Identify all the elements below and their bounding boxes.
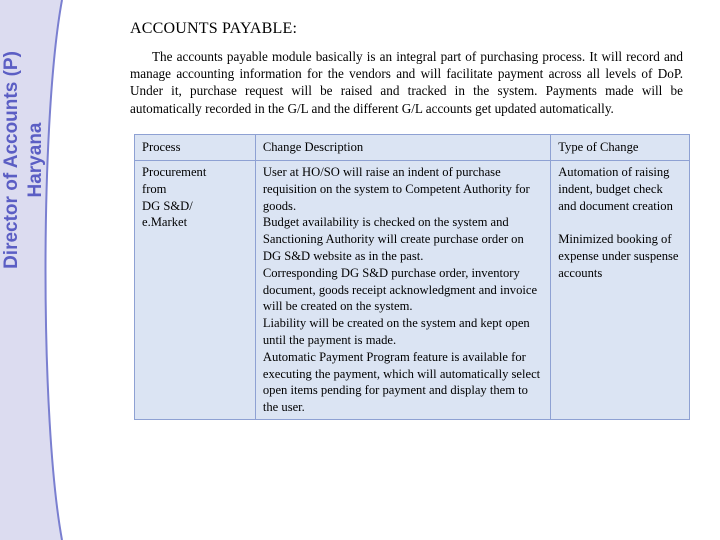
table-header-row	[135, 135, 690, 161]
description-item: Corresponding DG S&D purchase order, inventory document, goods receipt acknowledgment and invoice will be created on the system.	[262, 265, 538, 314]
table-row	[135, 161, 690, 420]
change-type-item: Automation of raising indent, budget check and document creation	[558, 165, 673, 213]
process-line: DG S&D/	[142, 198, 193, 213]
change-type-cell	[551, 161, 690, 420]
description-item: User at HO/SO will raise an indent of purchase requisition on the system to Competent Authority for goods.	[262, 165, 530, 213]
header-change-description: Change Description	[255, 135, 550, 161]
process-line: from	[142, 181, 167, 196]
description-item: Liability will be created on the system and kept open until the payment is made.	[262, 316, 530, 347]
spacer	[558, 214, 682, 231]
description-cell	[255, 161, 550, 420]
sidebar-title-line1: Director of Accounts (P)	[1, 51, 22, 269]
page-title: ACCOUNTS PAYABLE:	[130, 20, 298, 37]
sidebar-title-line2: Haryana	[25, 122, 46, 198]
description-item: Automatic Payment Program feature is available for executing the payment, which will automatically select open items pending for payment and display them to the user.	[262, 349, 541, 415]
description-item: Budget availability is checked on the system and Sanctioning Authority will create purchase order on DG S&D website as in the past.	[262, 215, 524, 263]
process-line: Procurement	[142, 165, 207, 179]
sidebar-title	[0, 0, 60, 410]
sidebar-banner	[0, 0, 68, 540]
process-cell	[135, 161, 256, 420]
change-type-item: Minimized booking of expense under suspense accounts	[558, 232, 679, 280]
intro-paragraph: The accounts payable module basically is an integral part of purchasing process. It will record and manage accounting information for the vendors and will facilitate payment across all levels of DoP. Under it, purchase request will be raised and tracked in the system. Payments made will be automatically recorded in the G/L and the different G/L accounts get updated automatically.	[130, 49, 683, 116]
process-line: e.Market	[142, 215, 188, 230]
header-type-of-change: Type of Change	[551, 135, 690, 161]
header-process: Process	[135, 135, 256, 161]
change-table	[134, 134, 690, 420]
